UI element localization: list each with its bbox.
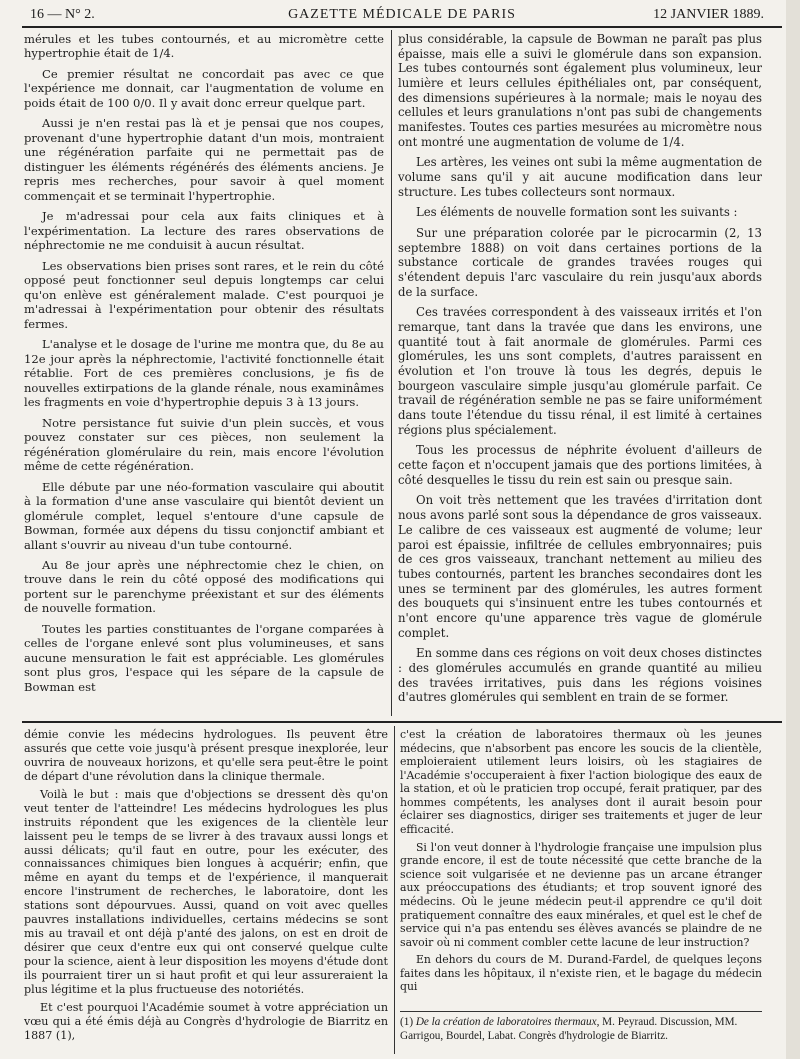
- footnote: [400, 1015, 762, 1043]
- paragraph: Aussi je n'en restai pas là et je pensai que nos coupes, provenant d'une hypertrophie datant d'un mois, montraient une régénération parfaite qui ne permettait pas de distinguer les éléments régénérés des éléments anciens. Je repris mes recherches, pour savoir à quel moment commençait et se terminait l'hypertrophie.: [24, 116, 384, 203]
- upper-right-column: [398, 32, 762, 711]
- paragraph: démie convie les médecins hydrologues. Ils peuvent être assurés que cette voie jusqu'à présent presque inexplorée, leur ouvrira de nouveaux horizons, et qu'elle sera peut-être le point de départ d'une révolution dans la clinique thermale.: [24, 728, 388, 783]
- paragraph: En somme dans ces régions on voit deux choses distinctes : des glomérules accumulés en grande quantité au milieu des travées irritatives, puis dans les régions voisines d'autres glomérules qui semblent en train de se former.: [398, 646, 762, 705]
- paragraph: L'analyse et le dosage de l'urine me montra que, du 8e au 12e jour après la néphrectomie, l'activité fonctionnelle était rétablie. Fort de ces premières conclusions, je fis de nouvelles extirpations de la glande rénale, nous examinâmes les fragments en voie d'hypertrophie depuis 3 à 13 jours.: [24, 337, 384, 410]
- paragraph: Si l'on veut donner à l'hydrologie française une impulsion plus grande encore, il est de toute nécessité que cette branche de la science soit vulgarisée et ne devienne pas un arcane étranger aux préoccupations des étudiants; et trop souvent ignoré des médecins. Où le jeune médecin peut-il apprendre ce qu'il doit pratiquement connaître des eaux minérales, et quel est le chef de service qui n'a pas entendu ses élèves avancés se plaindre de ne savoir où ni comment combler cette lacune de leur instruction?: [400, 840, 762, 949]
- paragraph: Notre persistance fut suivie d'un plein succès, et vous pouvez constater sur ces pièces, non seulement la régénération glomérulaire du rein, mais encore l'évolution même de cette régénération.: [24, 415, 384, 474]
- paragraph: Ces travées correspondent à des vaisseaux irrités et l'on remarque, tant dans la travée que dans les environs, une quantité tout à fait anormale de glomérules. Parmi ces glomérules, les uns sont complets, d'autres paraissent en évolution et l'on trouve là tous les degrés, depuis le bourgeon vasculaire simple jusqu'au glomérule parfait. Ce travail de régénération semble ne pas se faire uniformément dans toute l'étendue du tissu rénal, il est limité à certaines régions plus spécialement.: [398, 305, 762, 437]
- paragraph: On voit très nettement que les travées d'irritation dont nous avons parlé sont sous la dépendance de gros vaisseaux. Le calibre de ces vaisseaux est augmenté de volume; leur paroi est épaissie, infiltrée de cellules embryonnaires; puis de ces gros vaisseaux, tranchant nettement au milieu des tubes contournés, partent les branches secondaires dont les unes se terminent par des glomérules, les autres forment des bouquets qui s'insinuent entre les tubes contournés et n'ont encore qu'une apparence très vague de glomérule complet.: [398, 493, 762, 640]
- section-divider: [22, 721, 782, 723]
- paragraph: En dehors du cours de M. Durand-Fardel, de quelques leçons faites dans les hôpitaux, il n'existe rien, et le bagage du médecin qui: [400, 953, 762, 994]
- paragraph: Sur une préparation colorée par le picrocarmin (2, 13 septembre 1888) on voit dans certaines portions de la substance corticale de grandes travées rouges qui s'étendent depuis l'arc vasculaire du rein jusqu'aux abords de la surface.: [398, 226, 762, 299]
- paragraph: Elle débute par une néo-formation vasculaire qui aboutit à la formation d'une anse vasculaire qui bientôt devient un glomérule complet, lequel s'entoure d'une capsule de Bowman, formée aux dépens du tissu conjonctif ambiant et allant s'ouvrir au niveau d'un tube contourné.: [24, 479, 384, 552]
- upper-left-column: [24, 32, 384, 700]
- paragraph: Toutes les parties constituantes de l'organe comparées à celles de l'organe enlevé sont plus volumineuses, et sans aucune mensuration le fait est appréciable. Les glomérules sont plus gros, l'espace qui les sépare de la capsule de Bowman est: [24, 621, 384, 694]
- paragraph: plus considérable, la capsule de Bowman ne paraît pas plus épaisse, mais elle a suivi le glomérule dans son expansion. Les tubes contournés sont également plus volumineux, leur lumière et leurs cellules épithéliales ont, par conséquent, des dimensions supérieures à la normale; mais le noyau des cellules et leurs granulations n'ont pas subi de changements manifestes. Toutes ces parties mesurées au micromètre nous ont montré une augmentation de volume de 1/4.: [398, 32, 762, 149]
- journal-title: GAZETTE MÉDICALE DE PARIS: [288, 7, 516, 22]
- footnote-rest: M. Peyraud. Discussion, MM. Garrigou, Bourdel, Labat. Congrès d'hydrologie de Biarritz.: [400, 1016, 738, 1042]
- upper-column-rule: [391, 30, 392, 716]
- footnote-italic: De la création de laboratoires thermaux,: [415, 1016, 600, 1028]
- paragraph: c'est la création de laboratoires thermaux où les jeunes médecins, que n'absorbent pas encore les soucis de la clientèle, emploieraient utilement leurs loisirs, où les stagiaires de l'Académie s'occuperaient à fixer l'action biologique des eaux de la station, et où le praticien trop occupé, ferait pratiquer, par des hommes compétents, les analyses dont il aurait besoin pour éclairer ses diagnostics, diriger ses traitements et juger de leur efficacité.: [400, 728, 762, 837]
- running-header: [22, 4, 782, 28]
- paragraph: Au 8e jour après une néphrectomie chez le chien, on trouve dans le rein du côté opposé des modifications qui portent sur le parenchyme préexistant et sur des éléments de nouvelle formation.: [24, 557, 384, 616]
- paragraph: Les artères, les veines ont subi la même augmentation de volume sans qu'il y ait aucune modification dans leur structure. Les tubes collecteurs sont normaux.: [398, 155, 762, 199]
- paragraph: Et c'est pourquoi l'Académie soumet à votre appréciation un vœu qui a été émis déjà au Congrès d'hydrologie de Biarritz en 1887 (1),: [24, 1000, 388, 1042]
- paragraph: mérules et les tubes contournés, et au micromètre cette hypertrophie était de 1/4.: [24, 32, 384, 61]
- paragraph: Les observations bien prises sont rares, et le rein du côté opposé peut fonctionner seul depuis longtemps car celui qu'on enlève est généralement malade. C'est pourquoi je m'adressai à l'expérimentation pour obtenir des résultats fermes.: [24, 258, 384, 331]
- page-edge: [786, 0, 800, 1059]
- paragraph: Ce premier résultat ne concordait pas avec ce que l'expérience me donnait, car l'augmentation de volume en poids était de 100 0/0. Il y avait donc erreur quelque part.: [24, 66, 384, 110]
- paragraph: Je m'adressai pour cela aux faits cliniques et à l'expérimentation. La lecture des rares observations de néphrectomie ne me conduisit à aucun résultat.: [24, 209, 384, 253]
- footnote-rule: [400, 1011, 762, 1012]
- paragraph: Tous les processus de néphrite évoluent d'ailleurs de cette façon et n'occupent jamais que des portions limitées, à côté desquelles le tissu du rein est sain ou presque sain.: [398, 443, 762, 487]
- lower-right-column: [400, 728, 762, 998]
- paragraph: Voilà le but : mais que d'objections se dressent dès qu'on veut tenter de l'atteindre! Les médecins hydrologues les plus instruits répondent que les exigences de la clientèle leur laissent peu le temps de se livrer à des travaux aussi longs et aussi délicats; qu'il faut en outre, pour les exécuter, des connaissances chimiques bien longues à acquérir; enfin, que même en ayant du temps et de l'expérience, il manquerait encore l'instrument de recherches, le laboratoire, dont les stations sont dépourvues. Aussi, quand on voit avec quelles pauvres installations individuelles, certains médecins se sont mis au travail et ont déjà p'anté des jalons, on est en droit de désirer que ceux d'entre eux qui ont conservé quelque culte pour la science, aient à leur disposition les moyens d'étude dont ils pourraient tirer un si haut profit et qui leur assureraient la plus légitime et la plus fructueuse des notoriétés.: [24, 787, 388, 996]
- issue-date: 12 JANVIER 1889.: [653, 7, 764, 22]
- footnote-marker: (1): [400, 1016, 414, 1028]
- paragraph: Les éléments de nouvelle formation sont les suivants :: [416, 205, 738, 220]
- lower-left-column: [24, 728, 388, 1047]
- page-number: 16 — N° 2.: [30, 7, 95, 22]
- lower-column-rule: [394, 726, 395, 1054]
